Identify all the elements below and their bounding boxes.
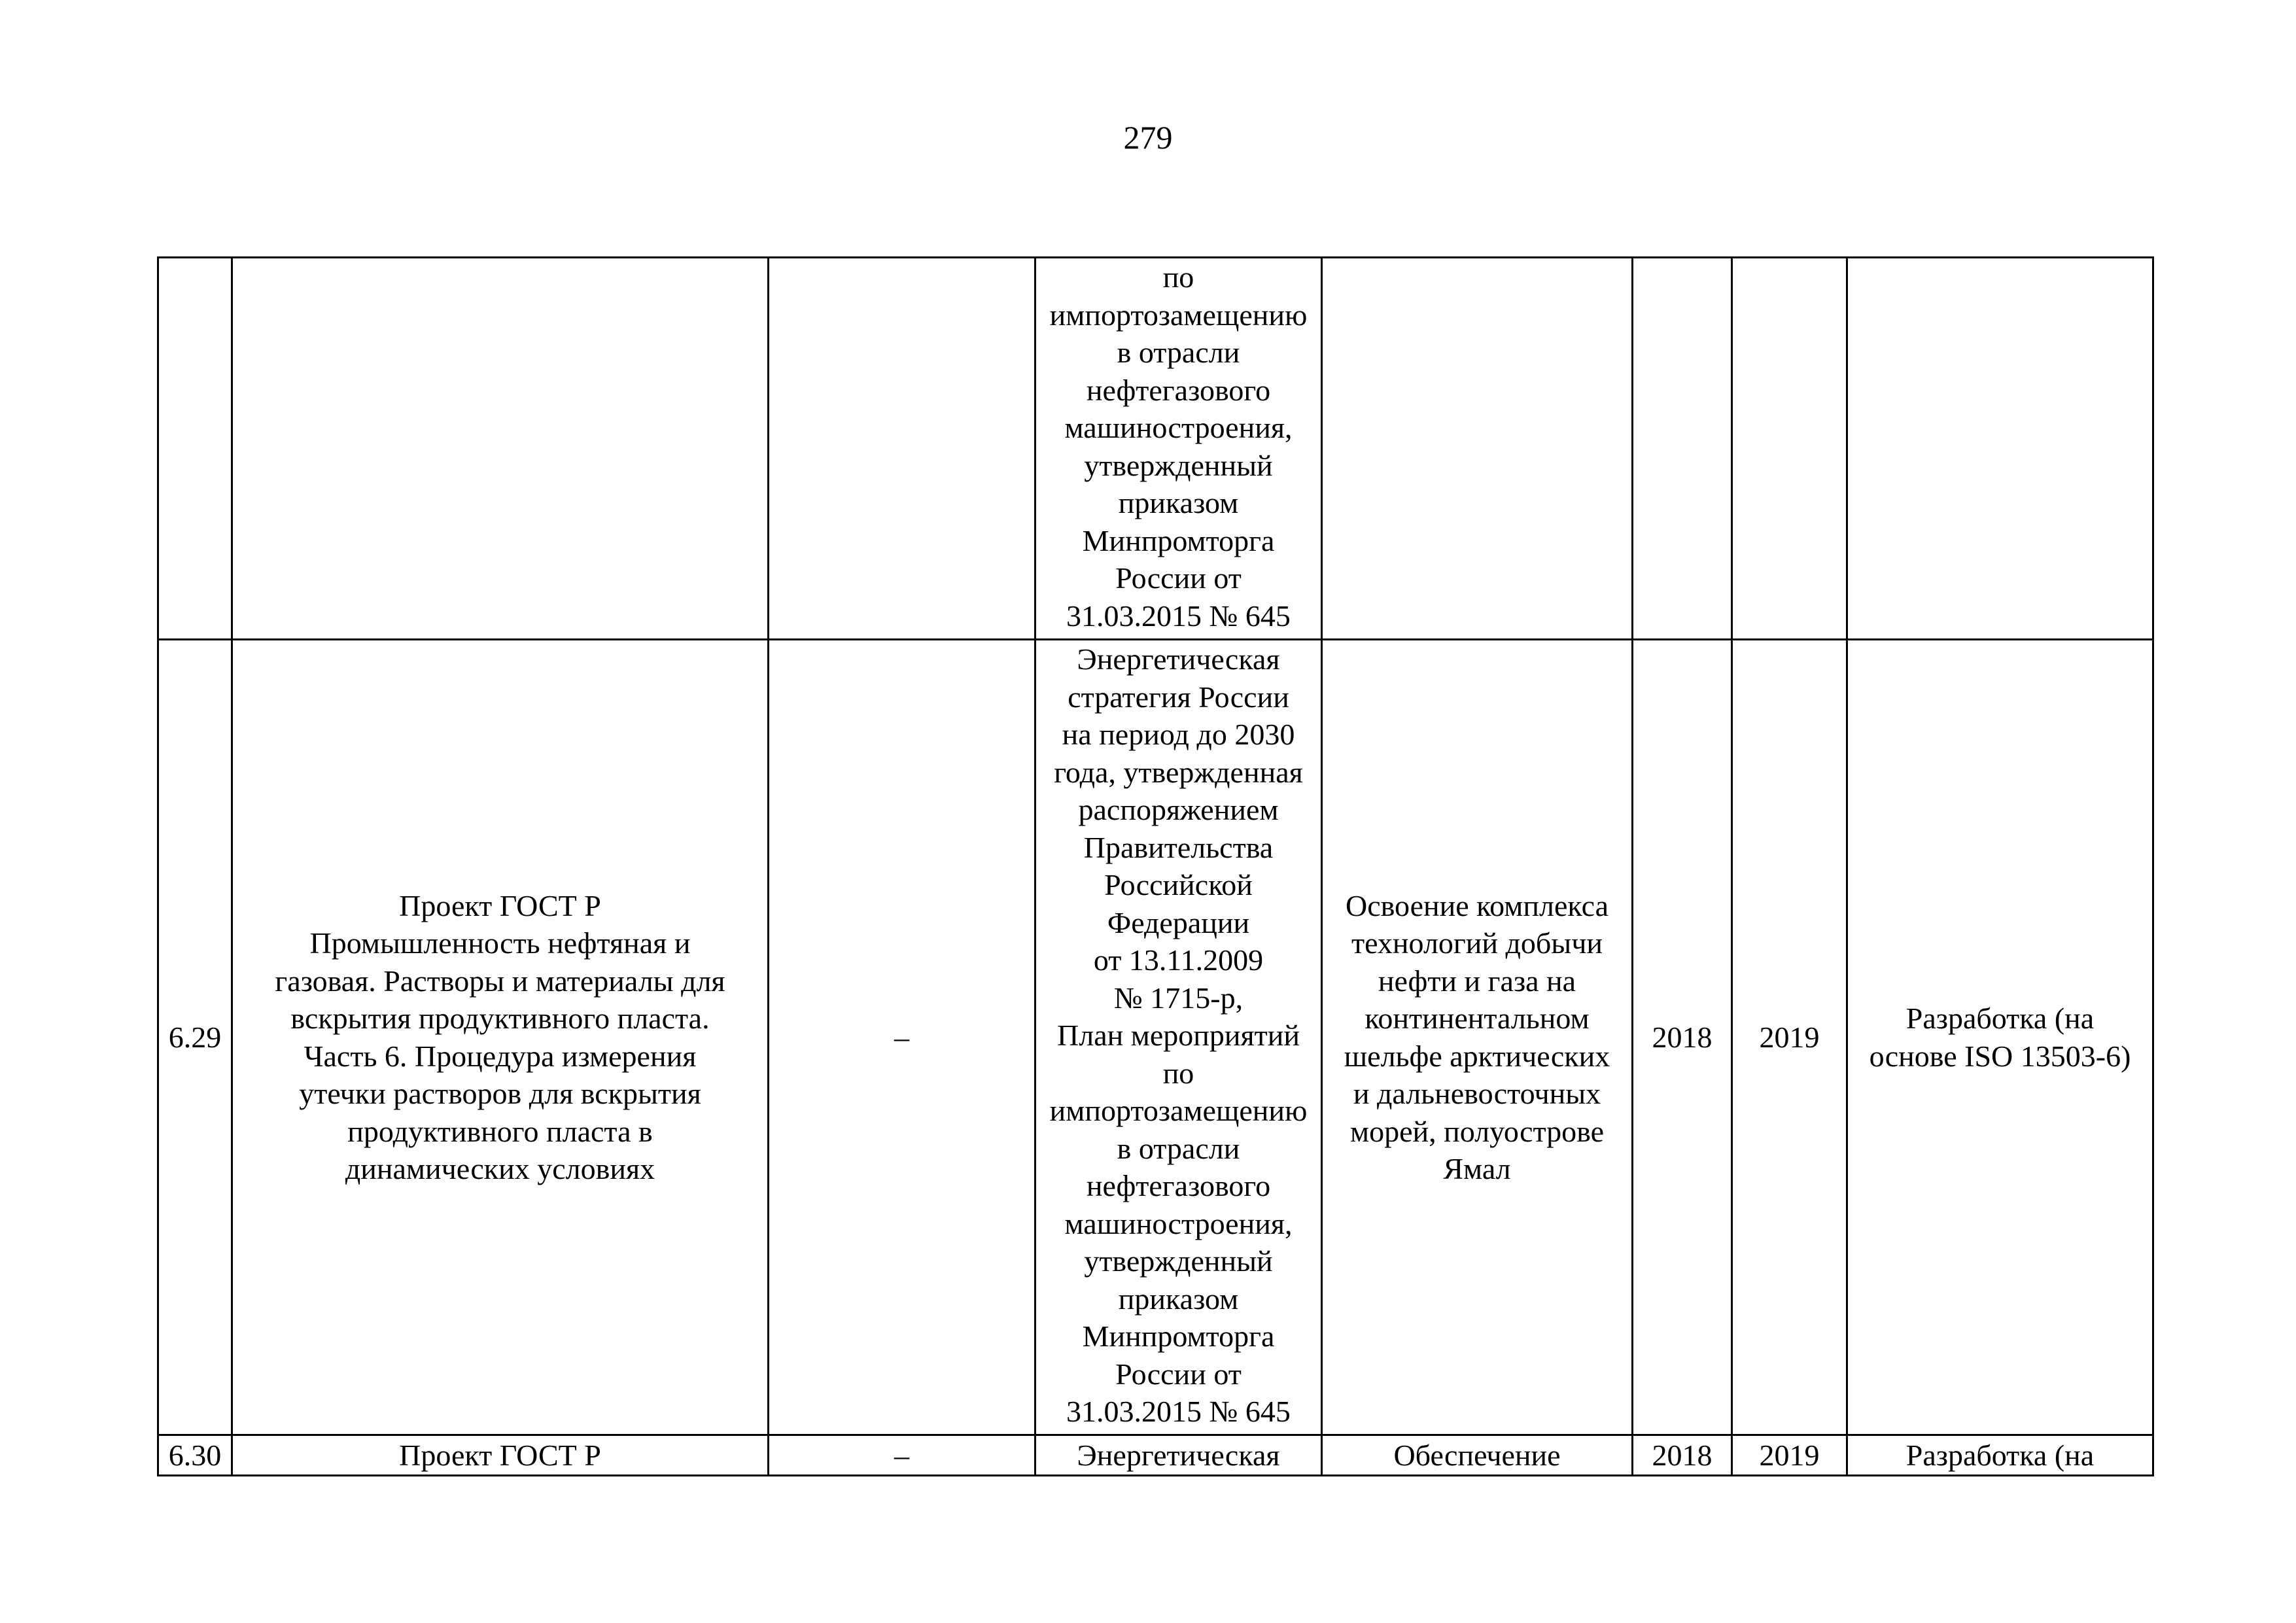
standards-plan-table [157, 256, 2154, 1476]
item-number-cell: 6.29 [158, 640, 232, 1435]
document-title-cell: Проект ГОСТ Р [232, 1435, 769, 1476]
note-cell: Разработка (на [1847, 1435, 2153, 1476]
basis-text: Энергетическая стратегия России на период до 2030 года, утвержденная распоряжением Правительства Российской Федерации от 13.11.2009 № 1715-р, План мероприятий по импортозамещению в отрасли нефтегазового машиностроения, утвержденный приказом Минпромторга России от 31.03.2015 № 645 [1049, 642, 1308, 1428]
note-cell [1847, 258, 2153, 640]
item-number-cell: 6.30 [158, 1435, 232, 1476]
document-title-cell: Проект ГОСТ Р Промышленность нефтяная и газовая. Растворы и материалы для вскрытия продуктивного пласта. Часть 6. Процедура измерения утечки растворов для вскрытия продуктивного пласта в динамических условиях [232, 640, 769, 1435]
basis-cell: Энергетическая [1035, 1435, 1322, 1476]
column-3-cell: – [769, 640, 1035, 1435]
note-cell: Разработка (на основе ISO 13503-6) [1847, 640, 2153, 1435]
goal-cell: Освоение комплекса технологий добычи нефти и газа на континентальном шельфе арктических и дальневосточных морей, полуострове Ямал [1322, 640, 1633, 1435]
item-number-cell [158, 258, 232, 640]
end-year-cell: 2019 [1732, 1435, 1847, 1476]
table-row [158, 258, 2153, 640]
start-year-cell: 2018 [1633, 1435, 1732, 1476]
basis-cell [1035, 640, 1322, 1435]
start-year-cell: 2018 [1633, 640, 1732, 1435]
goal-cell: Обеспечение [1322, 1435, 1633, 1476]
basis-cell [1035, 258, 1322, 640]
page-number: 279 [1123, 119, 1173, 156]
end-year-cell [1732, 258, 1847, 640]
column-3-cell [769, 258, 1035, 640]
end-year-cell: 2019 [1732, 640, 1847, 1435]
document-title-cell [232, 258, 769, 640]
goal-cell [1322, 258, 1633, 640]
start-year-cell [1633, 258, 1732, 640]
basis-text: по импортозамещению в отрасли нефтегазового машиностроения, утвержденный приказом Минпромторга России от 31.03.2015 № 645 [1049, 260, 1308, 633]
table-row [158, 1435, 2153, 1476]
column-3-cell: – [769, 1435, 1035, 1476]
table-row [158, 640, 2153, 1435]
